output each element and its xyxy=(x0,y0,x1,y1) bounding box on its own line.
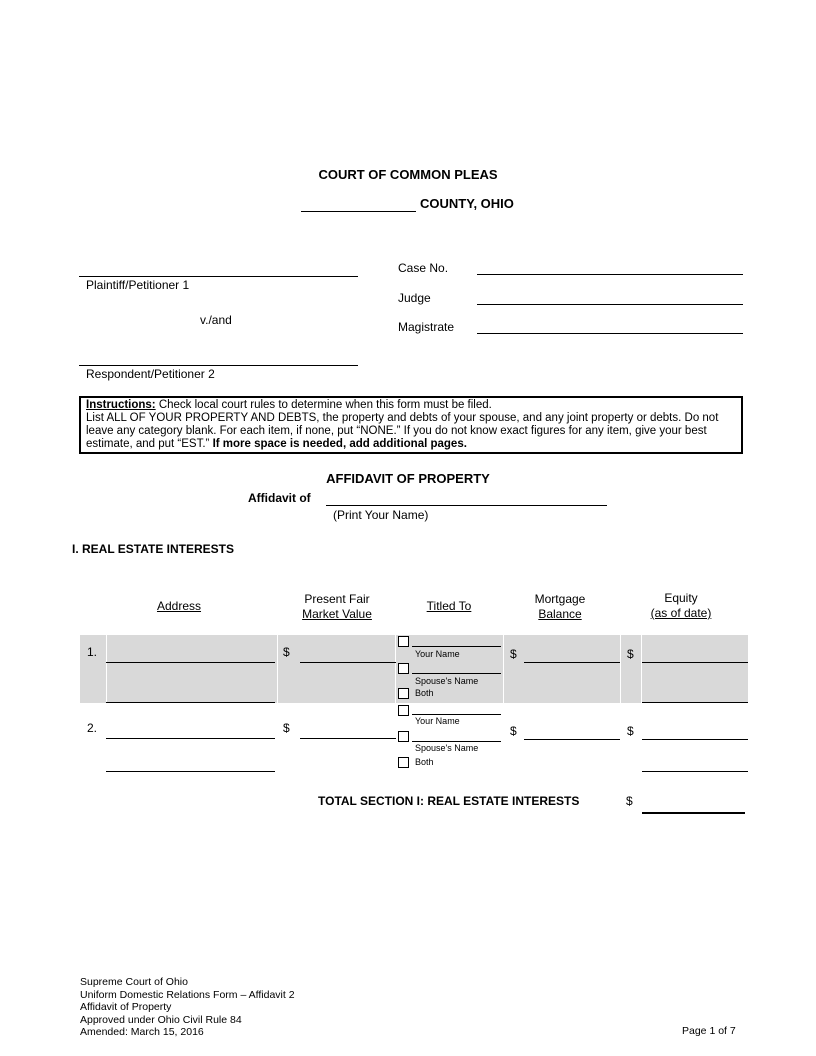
row-1-divider xyxy=(277,635,278,703)
your-name-line[interactable] xyxy=(412,714,501,715)
equity-field-line2[interactable] xyxy=(642,702,748,703)
county-label: COUNTY, OHIO xyxy=(420,196,514,211)
col-mortgage-1: Mortgage xyxy=(534,592,586,606)
affidavit-title: AFFIDAVIT OF PROPERTY xyxy=(326,471,490,486)
market-value-field[interactable] xyxy=(300,662,396,663)
instructions-line1: Check local court rules to determine when this form must be filed. xyxy=(155,399,492,411)
plaintiff-blank[interactable] xyxy=(79,276,358,277)
footer-line: Supreme Court of Ohio xyxy=(80,976,188,988)
equity-field[interactable] xyxy=(642,739,748,740)
total-section1-label: TOTAL SECTION I: REAL ESTATE INTERESTS xyxy=(318,794,580,808)
row-1-divider xyxy=(106,635,107,703)
your-name-line[interactable] xyxy=(412,646,501,647)
instructions-box xyxy=(79,396,743,454)
row-1-divider xyxy=(503,635,504,703)
section1-title: I. REAL ESTATE INTERESTS xyxy=(72,542,235,556)
col-equity-1: Equity xyxy=(664,591,698,605)
both-label: Both xyxy=(415,688,434,698)
checkbox-spouse-name[interactable] xyxy=(398,663,409,674)
dollar-sign: $ xyxy=(510,647,517,661)
address-field-line2[interactable] xyxy=(106,702,275,703)
mortgage-field[interactable] xyxy=(524,739,620,740)
affidavit-of-label: Affidavit of xyxy=(248,491,311,505)
total-field[interactable] xyxy=(642,812,745,814)
spouse-name-label: Spouse's Name xyxy=(415,676,479,686)
case-no-label: Case No. xyxy=(398,261,449,275)
respondent-blank[interactable] xyxy=(79,365,358,366)
footer-line: Uniform Domestic Relations Form – Affidavit 2 xyxy=(80,988,295,1001)
row-number: 2. xyxy=(87,721,98,735)
address-field-line2[interactable] xyxy=(106,771,275,772)
footer-info xyxy=(80,976,295,1039)
dollar-sign: $ xyxy=(283,721,290,735)
plaintiff-label: Plaintiff/Petitioner 1 xyxy=(86,278,190,292)
your-name-label: Your Name xyxy=(415,649,460,659)
dollar-sign: $ xyxy=(283,645,290,659)
row-1-divider xyxy=(620,635,621,703)
equity-field-line2[interactable] xyxy=(642,771,748,772)
respondent-label: Respondent/Petitioner 2 xyxy=(86,367,215,381)
footer-line: Approved under Ohio Civil Rule 84 xyxy=(80,1013,242,1026)
checkbox-spouse-name[interactable] xyxy=(398,731,409,742)
row-1-divider xyxy=(395,635,396,703)
instructions-bold-tail: If more space is needed, add additional pages. xyxy=(212,438,467,450)
address-field[interactable] xyxy=(106,738,275,739)
dollar-sign: $ xyxy=(626,794,633,808)
address-field[interactable] xyxy=(106,662,275,663)
row-1-divider xyxy=(641,635,642,703)
spouse-name-line[interactable] xyxy=(412,741,501,742)
equity-field[interactable] xyxy=(642,662,748,663)
county-blank[interactable] xyxy=(301,211,416,212)
market-value-field[interactable] xyxy=(300,738,396,739)
checkbox-both[interactable] xyxy=(398,757,409,768)
col-mortgage-2: Balance xyxy=(538,607,582,621)
checkbox-both[interactable] xyxy=(398,688,409,699)
case-no-field[interactable] xyxy=(477,274,743,275)
checkbox-your-name[interactable] xyxy=(398,705,409,716)
versus-label: v./and xyxy=(200,313,232,327)
col-present-fair-2: Market Value xyxy=(302,607,372,621)
print-name-label: (Print Your Name) xyxy=(333,508,429,522)
row-number: 1. xyxy=(87,645,98,659)
your-name-label: Your Name xyxy=(415,716,460,726)
col-address: Address xyxy=(156,599,202,613)
footer-line: Affidavit of Property xyxy=(80,1001,172,1013)
footer-line: Amended: March 15, 2016 xyxy=(80,1026,204,1038)
dollar-sign: $ xyxy=(510,724,517,738)
affiant-name-field[interactable] xyxy=(326,505,607,506)
judge-field[interactable] xyxy=(477,304,743,305)
checkbox-your-name[interactable] xyxy=(398,636,409,647)
instructions-body: List ALL OF YOUR PROPERTY AND DEBTS, the property and debts of your spouse, and any joint property or debts. Do not leave any category blank. For each item, if none, put “NONE.” If you do not know exact figures for any item, give your best estimate, and put “EST.” xyxy=(86,412,719,450)
spouse-name-label: Spouse's Name xyxy=(415,743,479,753)
magistrate-label: Magistrate xyxy=(398,320,455,334)
spouse-name-line[interactable] xyxy=(412,673,501,674)
col-titled-to: Titled To xyxy=(426,599,472,613)
instructions-heading: Instructions: xyxy=(86,399,156,411)
mortgage-field[interactable] xyxy=(524,662,620,663)
col-equity-2: (as of date) xyxy=(650,606,712,620)
judge-label: Judge xyxy=(398,291,431,305)
dollar-sign: $ xyxy=(627,647,634,661)
magistrate-field[interactable] xyxy=(477,333,743,334)
dollar-sign: $ xyxy=(627,724,634,738)
court-title: COURT OF COMMON PLEAS xyxy=(318,167,498,182)
both-label: Both xyxy=(415,757,434,767)
page-number: Page 1 of 7 xyxy=(682,1025,736,1037)
col-present-fair-1: Present Fair xyxy=(304,592,370,606)
